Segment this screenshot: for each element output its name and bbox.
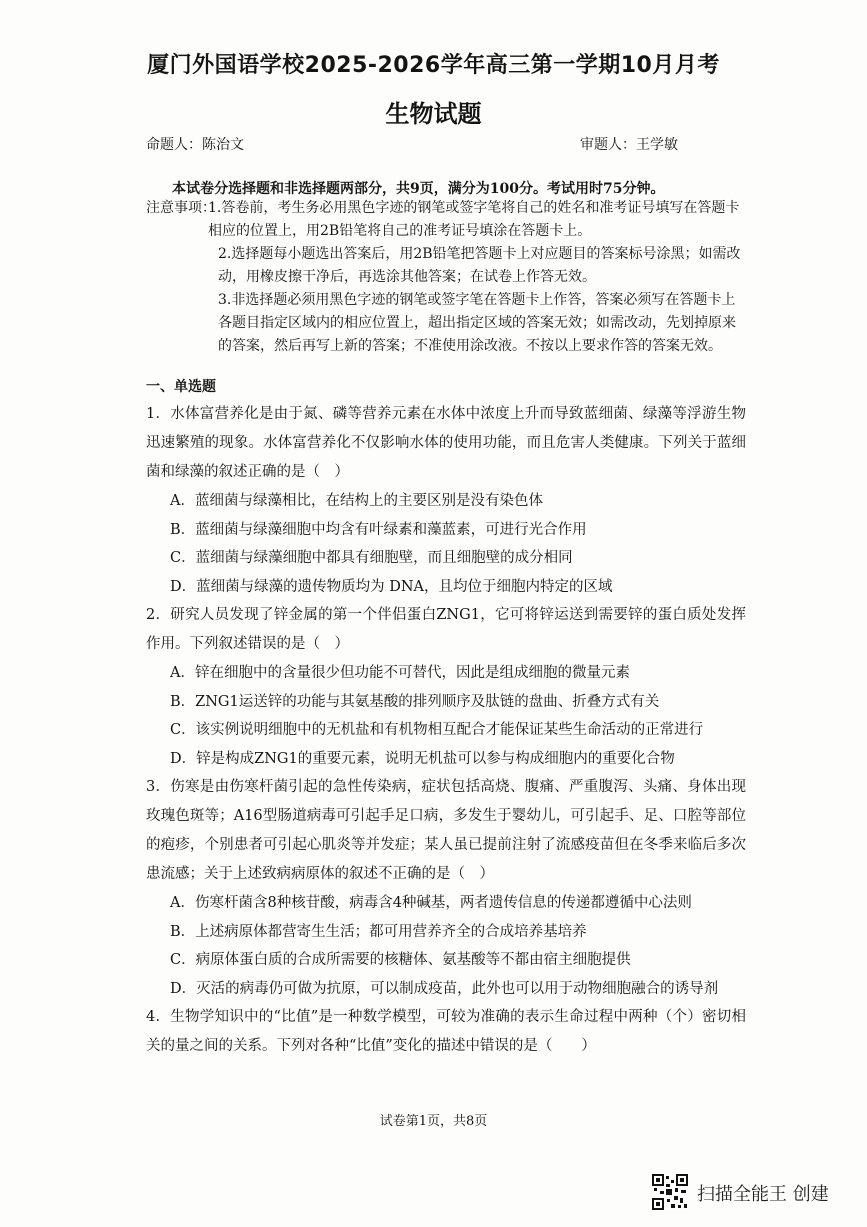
question-stem: 3．伤寒是由伤寒杆菌引起的急性传染病，症状包括高烧、腹痛、严重腹泻、头痛、身体出现玫瑰色斑等；A16型肠道病毒可引起手足口病，多发生于婴幼儿，可引起手、足、口腔等部位的疱疹，个别患者可引起心肌炎等并发症；某人虽已提前注射了流感疫苗但在冬季来临后多次患流感；关于上述致病病原体的叙述不正确的是（ ）	[146, 779, 746, 882]
exam-title: 厦门外国语学校2025-2026学年高三第一学期10月月考	[147, 53, 720, 78]
question-option: D．蓝细菌与绿藻的遗传物质均为 DNA，且均位于细胞内特定的区域	[170, 578, 613, 595]
question-option: A．蓝细菌与绿藻相比，在结构上的主要区别是没有染色体	[170, 493, 543, 509]
question	[146, 601, 746, 773]
page-footer: 试卷第1页，共8页	[379, 1114, 488, 1129]
exam-intro: 本试卷分选择题和非选择题两部分，共9页，满分为100分。考试用时75分钟。	[172, 181, 665, 197]
question-option: C．蓝细菌与绿藻细胞中都具有细胞壁，而且细胞壁的成分相同	[170, 550, 573, 566]
reviewer-name: 审题人：王学敏	[580, 137, 678, 153]
question-option: D．灭活的病毒仍可做为抗原，可以制成疫苗，此外也可以用于动物细胞融合的诱导剂	[170, 980, 719, 997]
question-option: B．上述病原体都营寄生生活；都可用营养齐全的合成培养基培养	[170, 923, 587, 940]
instructions-label: 注意事项：	[146, 200, 216, 216]
question-option: C．该实例说明细胞中的无机盐和有机物相互配合才能保证某些生命活动的正常进行	[170, 722, 704, 738]
question-option: B．ZNG1运送锌的功能与其氨基酸的排列顺序及肽链的盘曲、折叠方式有关	[170, 693, 660, 710]
question-list	[146, 400, 746, 1061]
question-stem: 2．研究人员发现了锌金属的第一个伴侣蛋白ZNG1，它可将锌运送到需要锌的蛋白质处发挥作用。下列叙述错误的是（ ）	[146, 607, 746, 652]
setter-name: 命题人：陈治文	[146, 137, 244, 153]
instructions-block	[146, 197, 746, 358]
qr-code-icon	[652, 1174, 688, 1210]
question-stem: 4．生物学知识中的“比值”是一种数学模型，可较为准确的表示生命过程中两种（个）密切相关的量之间的关系。下列对各种“比值”变化的描述中错误的是（ ）	[146, 1009, 746, 1054]
section-heading: 一、单选题	[146, 379, 216, 395]
instruction-row	[146, 197, 746, 243]
question-option: A．伤寒杆菌含8种核苷酸，病毒含4种碱基，两者遗传信息的传递都遵循中心法则	[170, 895, 692, 911]
question-option: C．病原体蛋白质的合成所需要的核糖体、氨基酸等不都由宿主细胞提供	[170, 952, 631, 968]
question-option: D．锌是构成ZNG1的重要元素，说明无机盐可以参与构成细胞内的重要化合物	[170, 750, 675, 767]
instruction-item: 1.答卷前，考生务必用黑色字迹的钢笔或签字笔将自己的姓名和准考证号填写在答题卡相应的位置上，用2B铅笔将自己的准考证号填涂在答题卡上。	[208, 200, 740, 239]
instruction-item: 3.非选择题必须用黑色字迹的钢笔或签字笔在答题卡上作答，答案必须写在答题卡上各题目指定区域内的相应位置上，超出指定区域的答案无效；如需改动，先划掉原来的答案，然后再写上新的答案；不准使用涂改液。不按以上要求作答的答案无效。	[218, 292, 736, 354]
instruction-item: 2.选择题每小题选出答案后，用2B铅笔把答题卡上对应题目的答案标号涂黑；如需改动，用橡皮擦干净后，再选涂其他答案；在试卷上作答无效。	[218, 246, 741, 285]
question	[146, 1003, 746, 1061]
question	[146, 400, 746, 601]
scanner-watermark: 扫描全能王 创建	[697, 1184, 829, 1205]
question-option: A．锌在细胞中的含量很少但功能不可替代，因此是组成细胞的微量元素	[170, 665, 630, 681]
question-option: B．蓝细菌与绿藻细胞中均含有叶绿素和藻蓝素，可进行光合作用	[170, 521, 587, 538]
question-stem: 1．水体富营养化是由于氮、磷等营养元素在水体中浓度上升而导致蓝细菌、绿藻等浮游生物迅速繁殖的现象。水体富营养化不仅影响水体的使用功能，而且危害人类健康。下列关于蓝细菌和绿藻的叙述正确的是（ ）	[146, 406, 746, 480]
question	[146, 773, 746, 1003]
exam-subtitle: 生物试题	[385, 100, 482, 128]
